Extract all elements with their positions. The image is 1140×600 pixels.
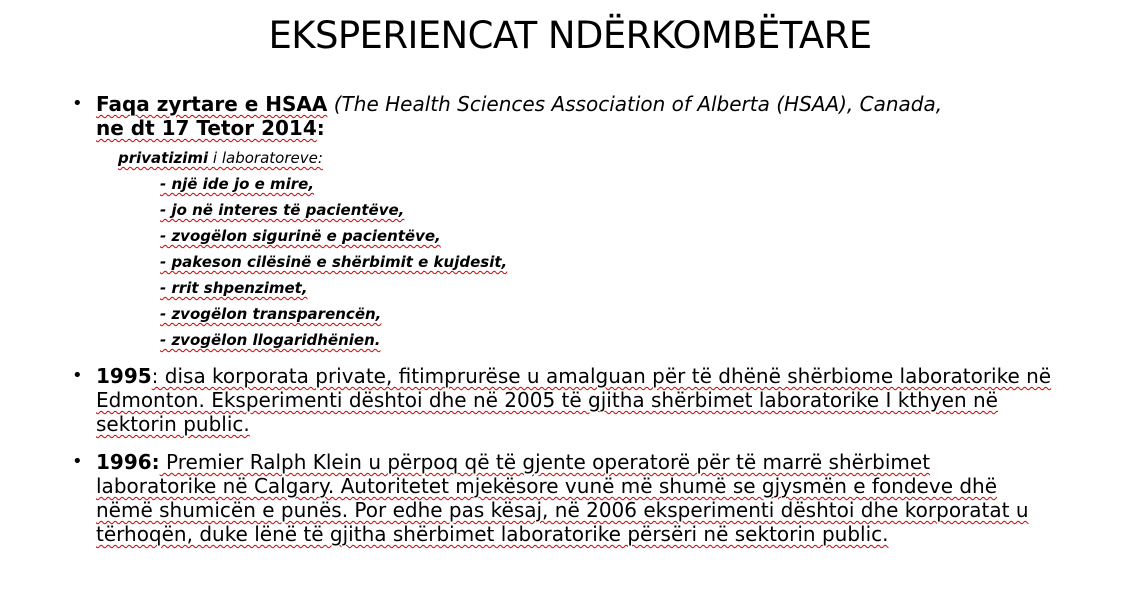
- list-item: [160, 330, 380, 350]
- year-label: 1995: [96, 364, 152, 388]
- paragraph-text: : disa korporata private, fitimprurëse u amalguan për të dhënë shërbiome laboratorike në Edmonton. Eksperimenti dështoi dhe në 2005 të gjitha shërbimet laboratorike I kthyen në sektorin public.: [96, 364, 1052, 436]
- sub-heading-rest: i laboratoreve:: [208, 149, 323, 167]
- list-item-text: - jo në interes të pacientëve,: [160, 201, 405, 219]
- list-item-text: - zvogëlon llogaridhënien.: [160, 331, 381, 349]
- list-item: [160, 304, 381, 324]
- date-text: ne dt 17 Tetor 2014: [96, 116, 317, 140]
- sub-heading-bold: privatizimi: [118, 149, 209, 167]
- list-item-text: - zvogëlon transparencën,: [160, 305, 382, 323]
- sub-heading: [118, 148, 323, 168]
- list-item: [160, 200, 404, 220]
- list-item-text: - pakeson cilësinë e shërbimit e kujdesit,: [160, 253, 508, 271]
- bullet-marker: •: [72, 365, 83, 386]
- bullet-1996: [96, 450, 1056, 546]
- list-item: [160, 278, 308, 298]
- list-item-text: - një ide jo e mire,: [160, 175, 315, 193]
- source-text: (The Health Sciences Association of Alberta (HSAA), Canada,: [333, 92, 943, 116]
- bullet-hsaa: [96, 92, 1096, 140]
- bullet-1995: [96, 364, 1056, 436]
- list-item-text: - rrit shpenzimet,: [160, 279, 308, 297]
- bullet-marker: •: [72, 451, 83, 472]
- list-item: [160, 252, 507, 272]
- list-item: [160, 174, 314, 194]
- bullet-marker: •: [72, 93, 83, 114]
- slide-title: EKSPERIENCAT NDËRKOMBËTARE: [268, 14, 872, 57]
- list-item: [160, 226, 441, 246]
- paragraph-text: Premier Ralph Klein u përpoq që të gjente operatorë për të marrë shërbimet laboratorike në Calgary. Autoritetet mjekësore vunë më shumë se gjysmën e fondeve dhë nëmë shumicën e punës. Por edhe pas kësaj, në 2006 eksperimenti dështoi dhe korporatat u tërhoqën, duke lënë të gjitha shërbimet laboratorike përsëri në sektorin public.: [96, 450, 1029, 546]
- list-item-text: - zvogëlon sigurinë e pacientëve,: [160, 227, 441, 245]
- colon: :: [316, 116, 325, 140]
- bullet-lead: Faqa zyrtare e HSAA: [96, 92, 328, 116]
- year-label: 1996:: [96, 450, 160, 474]
